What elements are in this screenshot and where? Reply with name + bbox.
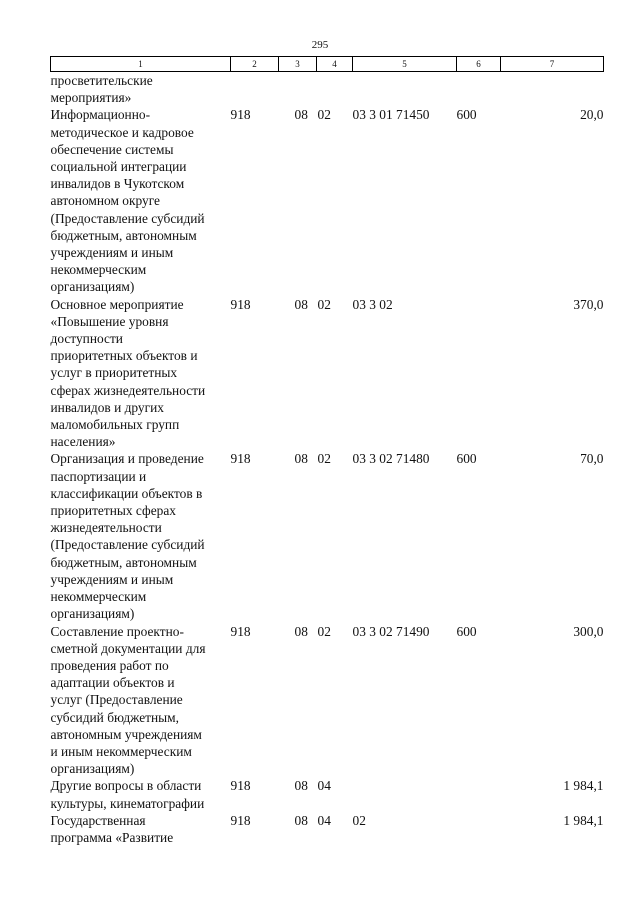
row-target-article: 03 3 02 71490: [352, 623, 430, 639]
row-subsection-code: 02: [317, 451, 331, 467]
row-name-line: методическое и кадровое: [50, 124, 194, 140]
row-amount: 370,0: [573, 296, 604, 312]
row-name-line: автономном округе: [50, 193, 160, 209]
row-subsection-code: 04: [317, 812, 331, 828]
table-header: [51, 57, 604, 72]
page-number: 295: [311, 39, 329, 51]
table-row: [51, 450, 604, 622]
row-name: [51, 812, 231, 846]
table-row: [51, 296, 604, 451]
row-name-line: «Повышение уровня: [50, 313, 169, 329]
row-name-line: бюджетным, автономным: [50, 554, 197, 570]
row-name-line: маломобильных групп: [50, 417, 180, 433]
row-name-line: Другие вопросы в области: [50, 778, 202, 794]
table-body: [51, 72, 604, 847]
row-name-line: обеспечение системы: [50, 141, 174, 157]
row-name-line: некоммерческим: [50, 262, 147, 278]
row-name-line: организациям): [50, 606, 135, 622]
row-name-line: программа «Развитие: [50, 829, 174, 845]
row-name: [51, 777, 231, 811]
row-target-article: [353, 72, 457, 107]
row-ved-code: 918: [230, 296, 251, 312]
header-col-4: 4: [317, 57, 353, 72]
row-target-article: 03 3 02 71480: [352, 451, 430, 467]
row-subsection-code: 02: [317, 623, 331, 639]
row-name-line: Составление проектно-: [50, 623, 184, 639]
row-subsection-code: 04: [317, 778, 331, 794]
row-name-line: жизнедеятельности: [50, 520, 162, 536]
row-section-code: [279, 72, 317, 107]
row-ved-code: [231, 72, 279, 107]
row-section-code: 08: [294, 451, 308, 467]
row-name: [51, 72, 231, 107]
row-name-line: классификации объектов в: [50, 485, 203, 501]
row-name-line: проведения работ по: [50, 657, 169, 673]
row-target-article: 02: [352, 812, 366, 828]
table-row: [51, 623, 604, 778]
row-name: [51, 296, 231, 451]
row-target-article: 03 3 01 71450: [352, 107, 430, 123]
table-row: [51, 812, 604, 846]
row-name-line: Государственная: [50, 812, 146, 828]
row-expense-type: [457, 777, 501, 811]
row-amount: 1 984,1: [563, 812, 604, 828]
row-name-line: (Предоставление субсидий: [50, 210, 205, 226]
row-section-code: 08: [294, 623, 308, 639]
row-name-line: доступности: [50, 331, 123, 347]
row-name: [51, 623, 231, 778]
table-row: [51, 72, 604, 107]
header-col-3: 3: [279, 57, 317, 72]
row-subsection-code: 02: [317, 296, 331, 312]
row-expense-type: 600: [456, 451, 477, 467]
row-name: [51, 450, 231, 622]
row-name-line: сметной документации для: [50, 640, 206, 656]
row-name-line: Информационно-: [50, 107, 151, 123]
row-name-line: бюджетным, автономным: [50, 227, 197, 243]
row-name-line: (Предоставление субсидий: [50, 537, 205, 553]
row-expense-type: 600: [456, 623, 477, 639]
row-section-code: 08: [294, 812, 308, 828]
row-name-line: приоритетных сферах: [50, 503, 176, 519]
header-col-6: 6: [457, 57, 501, 72]
row-subsection-code: 02: [317, 107, 331, 123]
table-row: [51, 777, 604, 811]
row-ved-code: 918: [230, 107, 251, 123]
row-name-line: сферах жизнедеятельности: [50, 382, 206, 398]
row-name-line: организациям): [50, 761, 135, 777]
table-row: [51, 106, 604, 295]
row-expense-type: 600: [456, 107, 477, 123]
row-name-line: мероприятия»: [50, 90, 132, 106]
row-name-line: культуры, кинематографии: [50, 795, 205, 811]
row-amount: 300,0: [573, 623, 604, 639]
row-name-line: учреждениям и иным: [50, 245, 174, 261]
header-col-2: 2: [231, 57, 279, 72]
row-expense-type: [457, 812, 501, 846]
row-name-line: Основное мероприятие: [50, 296, 184, 312]
row-section-code: 08: [294, 778, 308, 794]
row-name-line: услуг (Предоставление: [50, 692, 183, 708]
row-name-line: некоммерческим: [50, 589, 147, 605]
row-name-line: и иным некоммерческим: [50, 743, 192, 759]
row-ved-code: 918: [230, 812, 251, 828]
row-ved-code: 918: [230, 451, 251, 467]
row-name-line: инвалидов и других: [50, 399, 164, 415]
row-expense-type: [457, 296, 501, 451]
row-name-line: учреждениям и иным: [50, 571, 174, 587]
row-amount: 1 984,1: [563, 778, 604, 794]
row-name-line: просветительские: [50, 73, 153, 88]
row-name-line: инвалидов в Чукотском: [50, 176, 185, 192]
row-name: [51, 106, 231, 295]
row-target-article: [353, 777, 457, 811]
row-ved-code: 918: [230, 778, 251, 794]
header-col-7: 7: [501, 57, 604, 72]
row-amount: [501, 72, 604, 107]
budget-table: [50, 56, 604, 846]
header-col-5: 5: [353, 57, 457, 72]
header-col-1: 1: [51, 57, 231, 72]
row-name-line: автономным учреждениям: [50, 726, 202, 742]
row-name-line: населения»: [50, 434, 116, 450]
row-section-code: 08: [294, 107, 308, 123]
row-section-code: 08: [294, 296, 308, 312]
row-amount: 70,0: [580, 451, 604, 467]
row-name-line: Организация и проведение: [50, 451, 204, 467]
row-target-article: 03 3 02: [352, 296, 393, 312]
row-amount: 20,0: [580, 107, 604, 123]
row-name-line: услуг в приоритетных: [50, 365, 178, 381]
row-name-line: субсидий бюджетным,: [50, 709, 180, 725]
row-expense-type: [457, 72, 501, 107]
row-subsection-code: [317, 72, 353, 107]
row-name-line: приоритетных объектов и: [50, 348, 198, 364]
row-ved-code: 918: [230, 623, 251, 639]
row-name-line: организациям): [50, 279, 135, 295]
row-name-line: паспортизации и: [50, 468, 147, 484]
row-name-line: адаптации объектов и: [50, 675, 175, 691]
row-name-line: социальной интеграции: [50, 159, 187, 175]
